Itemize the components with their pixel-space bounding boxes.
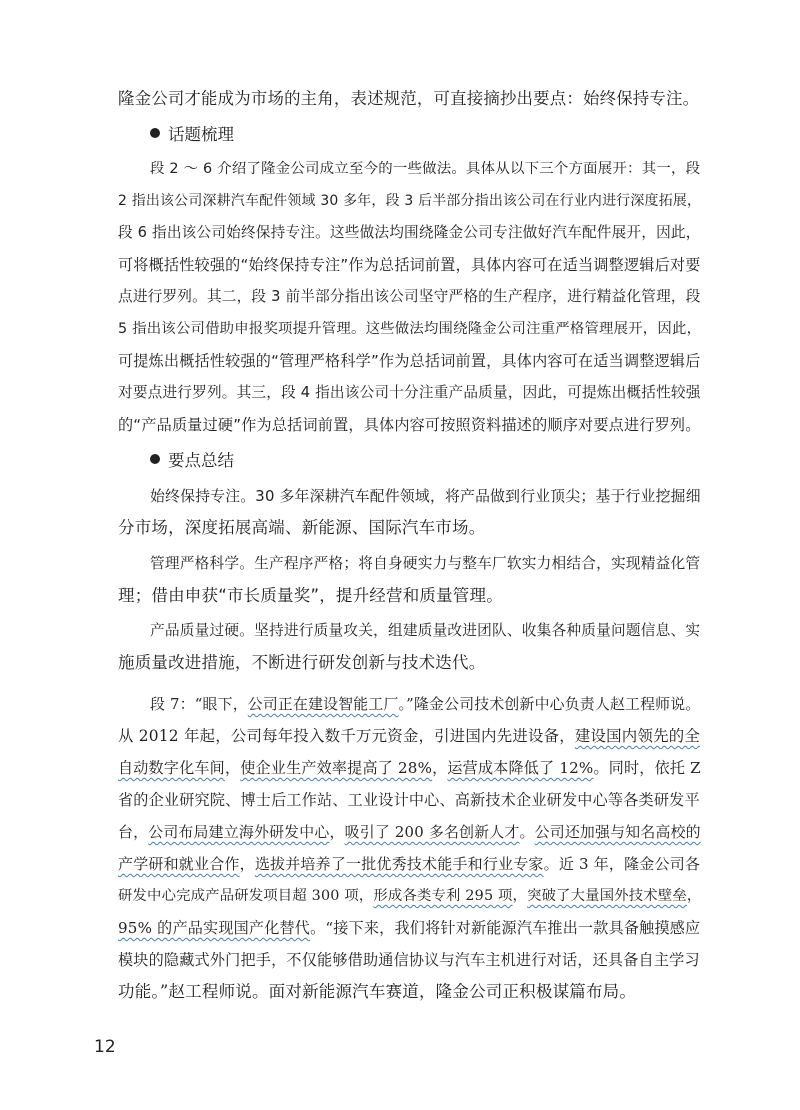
text-line: 可提炼出概括性较强的“管理严格科学”作为总括词前置，具体内容可在适当调整逻辑后: [118, 352, 701, 370]
text-line: 产品质量过硬。坚持进行质量攻关，组建质量改进团队、收集各种质量问题信息、实: [150, 622, 701, 639]
underlined-text: 使企业生产效率提高了 28%: [240, 759, 433, 777]
underlined-text: 运营成本降低了 12%: [447, 759, 594, 777]
text-line: 点进行罗列。其二，段 3 前半部分指出该公司坚守严格的生产程序，进行精益化管理，段: [118, 288, 701, 305]
text-span: ，: [432, 759, 448, 777]
text-span: 台，: [118, 823, 149, 841]
text-line: 可将概括性较强的“始终保持专注”作为总括词前置，具体内容可在适当调整逻辑后对要: [118, 256, 701, 274]
text-line: 隆金公司才能成为市场的主角，表述规范，可直接摘抄出要点：始终保持专注。: [118, 89, 700, 108]
text-line: [118, 853, 700, 875]
text-span: 。“接下来，我们将针对新能源汽车推出一款具备触摸感应: [310, 919, 701, 937]
underlined-text: 公司还加强与知名高校的: [534, 823, 701, 841]
text-line: 模块的隐藏式外门把手，不仅能够借助通信协议与汽车主机进行对话，还具备自主学习: [118, 951, 700, 969]
bullet-icon: [150, 454, 160, 464]
underlined-text: 公司布局建立海外研发中心: [148, 823, 330, 841]
text-span: 。近 3 年，隆金公司各: [543, 855, 701, 873]
text-span: ，: [329, 823, 345, 841]
underlined-text: 公司正在建设智能工厂: [247, 695, 399, 713]
text-span: 。同时，依托 Z: [593, 759, 701, 777]
text-span: ，: [512, 888, 528, 904]
heading-text: 话题梳理: [168, 125, 234, 144]
text-span: ，: [239, 855, 255, 873]
underlined-text: 产学研和就业合作: [118, 855, 240, 873]
text-line: 施质量改进措施，不断进行研发创新与技术迭代。: [118, 653, 486, 672]
text-line: 段 6 指出该公司始终保持专注。这些做法均围绕隆金公司专注做好汽车配件展开，因此，: [118, 224, 701, 241]
underlined-text: 选拔并培养了一批优秀技术能手和行业专家: [254, 855, 544, 873]
text-line: 分市场，深度拓展高端、新能源、国际汽车市场。: [118, 518, 486, 537]
text-line: [118, 917, 700, 939]
text-line: [150, 693, 700, 715]
text-line: [118, 757, 701, 779]
text-span: 。: [519, 823, 535, 841]
text-line: 5 指出该公司借助申报奖项提升管理。这些做法均围绕隆金公司注重严格管理展开，因此，: [118, 321, 702, 337]
text-line: 管理严格科学。生产程序严格；将自身硬实力与整车厂软实力相结合，实现精益化管: [150, 555, 701, 572]
section-heading-topic: [150, 124, 234, 146]
text-span: 段 7：“眼下，: [150, 695, 248, 713]
underlined-text: 建设国内领先的全: [574, 727, 700, 745]
text-span: 。”隆金公司技术创新中心负责人赵工程师说。: [398, 695, 701, 713]
underlined-text: 突破了大量国外技术壁垒: [527, 888, 687, 904]
text-span: 从 2012 年起，公司每年投入数千万元资金，引进国内先进设备，: [118, 727, 575, 745]
text-line: [118, 725, 700, 747]
text-line: 对要点进行罗列。其三，段 4 指出该公司十分注重产品质量，因此，可提炼出概括性较强: [118, 384, 701, 401]
text-line: 理；借由申获“市长质量奖”，提升经营和质量管理。: [118, 586, 503, 605]
text-line: 2 指出该公司深耕汽车配件领域 30 多年，段 3 后半部分指出该公司在行业内进行深度拓展，: [118, 193, 702, 209]
text-line: [118, 885, 701, 907]
underlined-text: 自动数字化车间: [118, 759, 225, 777]
heading-text: 要点总结: [168, 451, 234, 470]
bullet-icon: [150, 128, 160, 138]
text-line: 的“产品质量过硬”作为总括词前置，具体内容可按照资料描述的顺序对要点进行罗列。: [118, 416, 701, 434]
text-line: 始终保持专注。30 多年深耕汽车配件领域，将产品做到行业顶尖；基于行业挖掘细: [150, 487, 701, 505]
text-line: [118, 821, 701, 843]
text-line: 段 2 ～ 6 介绍了隆金公司成立至今的一些做法。具体从以下三个方面展开：其一，段: [150, 161, 701, 177]
underlined-text: 形成各类专利 295 项: [373, 888, 513, 904]
text-span: 研发中心完成产品研发项目超 300 项，: [118, 888, 374, 904]
text-span: ，: [224, 759, 241, 777]
underlined-text: 95% 的产品实现国产化替代: [118, 919, 311, 937]
section-heading-summary: [150, 450, 234, 472]
page-number: 12: [94, 1037, 116, 1057]
text-line: 省的企业研究院、博士后工作站、工业设计中心、高新技术企业研发中心等各类研发平: [118, 791, 700, 809]
text-line: 功能。”赵工程师说。面对新能源汽车赛道，隆金公司正积极谋篇布局。: [118, 982, 637, 1001]
text-span: ，: [686, 888, 702, 904]
underlined-text: 吸引了 200 多名创新人才: [344, 823, 520, 841]
